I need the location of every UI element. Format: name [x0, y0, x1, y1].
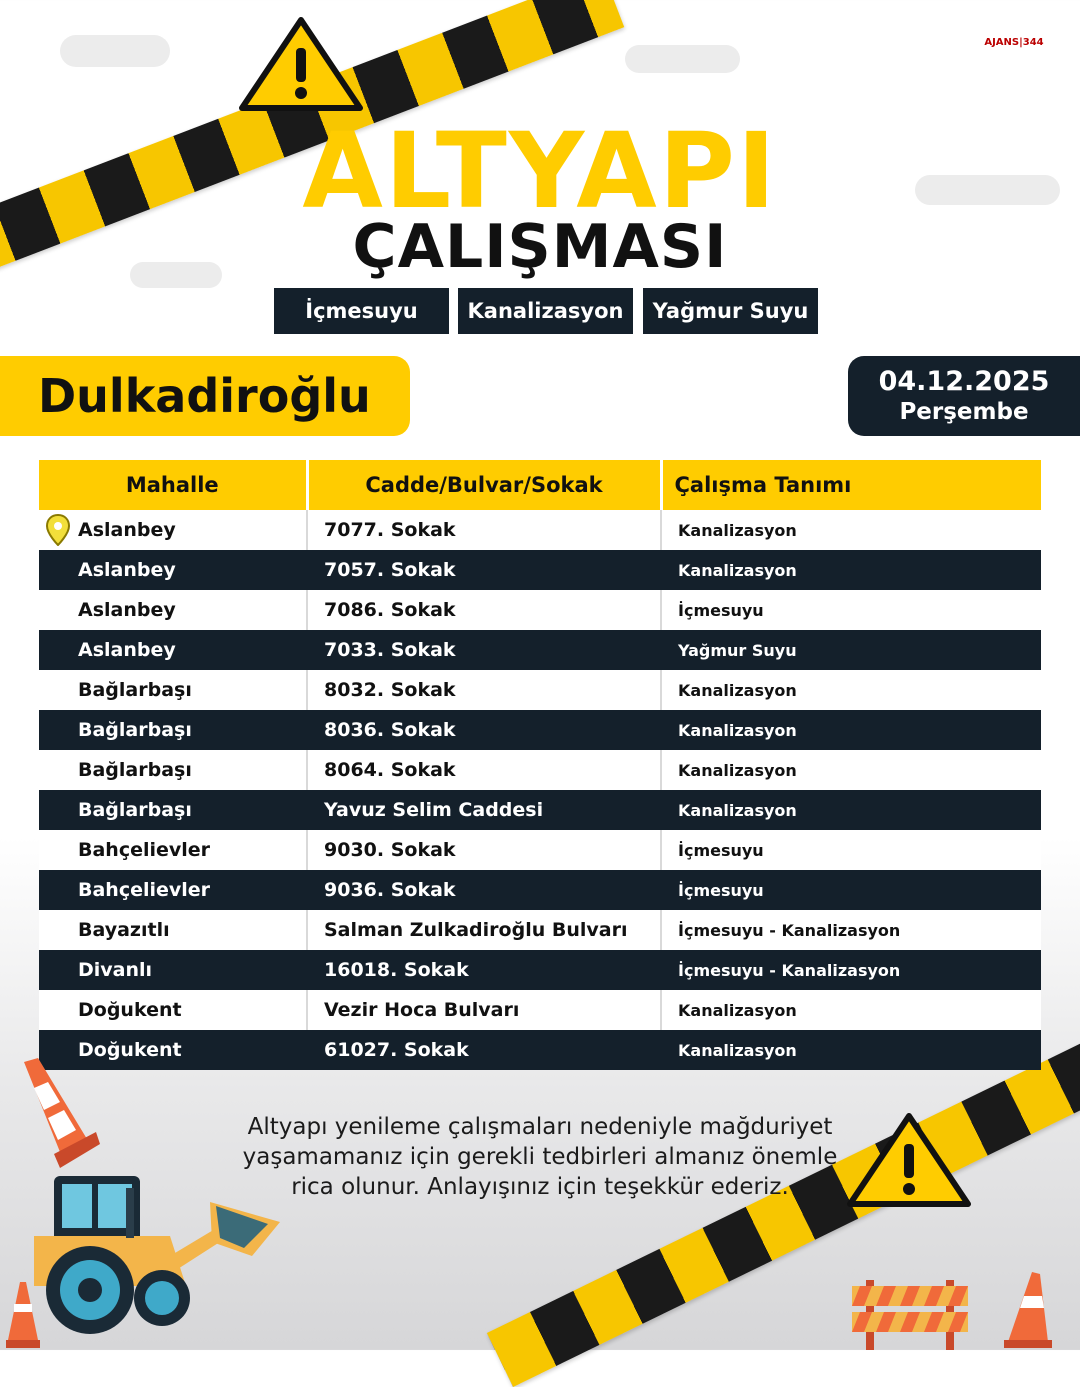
- caution-tape-bottom: [487, 1017, 1080, 1387]
- cell-cadde: 8064. Sokak: [307, 750, 661, 790]
- table-row: [39, 1030, 1041, 1070]
- cell-mahalle: Aslanbey: [39, 590, 307, 630]
- table-row: [39, 790, 1041, 830]
- district-label: Dulkadiroğlu: [0, 356, 410, 436]
- cell-cadde: 7057. Sokak: [307, 550, 661, 590]
- cell-cadde: 7033. Sokak: [307, 630, 661, 670]
- cell-calisma: Kanalizasyon: [661, 750, 1041, 790]
- cell-calisma: Kanalizasyon: [661, 790, 1041, 830]
- weekday-text: Perşembe: [899, 399, 1029, 425]
- table-row: [39, 950, 1041, 990]
- cell-mahalle: Aslanbey: [39, 550, 307, 590]
- cell-calisma: Kanalizasyon: [661, 670, 1041, 710]
- location-pin-icon: [46, 514, 70, 546]
- table-row: [39, 630, 1041, 670]
- cell-cadde: Vezir Hoca Bulvarı: [307, 990, 661, 1030]
- cloud: [60, 35, 170, 67]
- cell-calisma: Kanalizasyon: [661, 990, 1041, 1030]
- table-row: [39, 710, 1041, 750]
- header-cadde: Cadde/Bulvar/Sokak: [307, 460, 661, 510]
- cell-calisma: Yağmur Suyu: [661, 630, 1041, 670]
- cloud: [625, 45, 740, 73]
- table-row: [39, 550, 1041, 590]
- cell-calisma: İçmesuyu - Kanalizasyon: [661, 950, 1041, 990]
- cell-cadde: 9036. Sokak: [307, 870, 661, 910]
- cell-mahalle: Bahçelievler: [39, 830, 307, 870]
- cell-calisma: İçmesuyu: [661, 870, 1041, 910]
- cell-cadde: Yavuz Selim Caddesi: [307, 790, 661, 830]
- category-chip-icmesuyu: İçmesuyu: [274, 288, 449, 334]
- cell-mahalle: Bağlarbaşı: [39, 670, 307, 710]
- cell-cadde: 61027. Sokak: [307, 1030, 661, 1070]
- table-row: [39, 670, 1041, 710]
- cell-calisma: İçmesuyu: [661, 830, 1041, 870]
- cell-cadde: 16018. Sokak: [307, 950, 661, 990]
- table-row: [39, 830, 1041, 870]
- cell-mahalle: Divanlı: [39, 950, 307, 990]
- works-table: [39, 460, 1041, 1070]
- table-row: [39, 750, 1041, 790]
- warning-icon: [846, 1112, 972, 1208]
- table-row: [39, 590, 1041, 630]
- date-box: [848, 356, 1080, 436]
- cell-calisma: Kanalizasyon: [661, 510, 1041, 550]
- cell-calisma: Kanalizasyon: [661, 550, 1041, 590]
- cell-cadde: 9030. Sokak: [307, 830, 661, 870]
- title-main: ALTYAPI: [302, 110, 778, 232]
- cell-mahalle: Bağlarbaşı: [39, 750, 307, 790]
- cell-cadde: 8032. Sokak: [307, 670, 661, 710]
- cell-cadde: 8036. Sokak: [307, 710, 661, 750]
- brand-logo: AJANS|344: [966, 28, 1062, 58]
- cell-cadde: 7077. Sokak: [307, 510, 661, 550]
- title-sub: ÇALIŞMASI: [352, 212, 728, 282]
- traffic-cone-icon: [1002, 1272, 1052, 1348]
- header-mahalle: Mahalle: [39, 460, 307, 510]
- table-row: [39, 910, 1041, 950]
- road-barrier-icon: [852, 1280, 968, 1350]
- cell-mahalle: Aslanbey: [39, 510, 307, 550]
- table-header-row: [39, 460, 1041, 510]
- traffic-cone-icon: [4, 1058, 100, 1170]
- cell-calisma: İçmesuyu - Kanalizasyon: [661, 910, 1041, 950]
- warning-icon: [238, 16, 364, 112]
- cell-mahalle: Bağlarbaşı: [39, 790, 307, 830]
- cell-calisma: Kanalizasyon: [661, 710, 1041, 750]
- cell-mahalle: Bayazıtlı: [39, 910, 307, 950]
- cell-calisma: Kanalizasyon: [661, 1030, 1041, 1070]
- category-chip-kanalizasyon: Kanalizasyon: [458, 288, 633, 334]
- cell-mahalle: Aslanbey: [39, 630, 307, 670]
- table-row: [39, 990, 1041, 1030]
- footer-note: Altyapı yenileme çalışmaları nedeniyle mağduriyet yaşamamanız için gerekli tedbirleri almanız önemle rica olunur. Anlayışınız için teşekkür ederiz.: [242, 1114, 838, 1200]
- table-row: [39, 510, 1041, 550]
- header-calisma: Çalışma Tanımı: [661, 460, 1041, 510]
- cell-mahalle: Bahçelievler: [39, 870, 307, 910]
- excavator-icon: [30, 1166, 290, 1334]
- cell-mahalle: Doğukent: [39, 990, 307, 1030]
- date-text: 04.12.2025: [878, 366, 1050, 397]
- cell-calisma: İçmesuyu: [661, 590, 1041, 630]
- category-chip-yagmur-suyu: Yağmur Suyu: [643, 288, 818, 334]
- table-row: [39, 870, 1041, 910]
- cell-mahalle: Bağlarbaşı: [39, 710, 307, 750]
- cell-cadde: Salman Zulkadiroğlu Bulvarı: [307, 910, 661, 950]
- cell-mahalle: Doğukent: [39, 1030, 307, 1070]
- cell-cadde: 7086. Sokak: [307, 590, 661, 630]
